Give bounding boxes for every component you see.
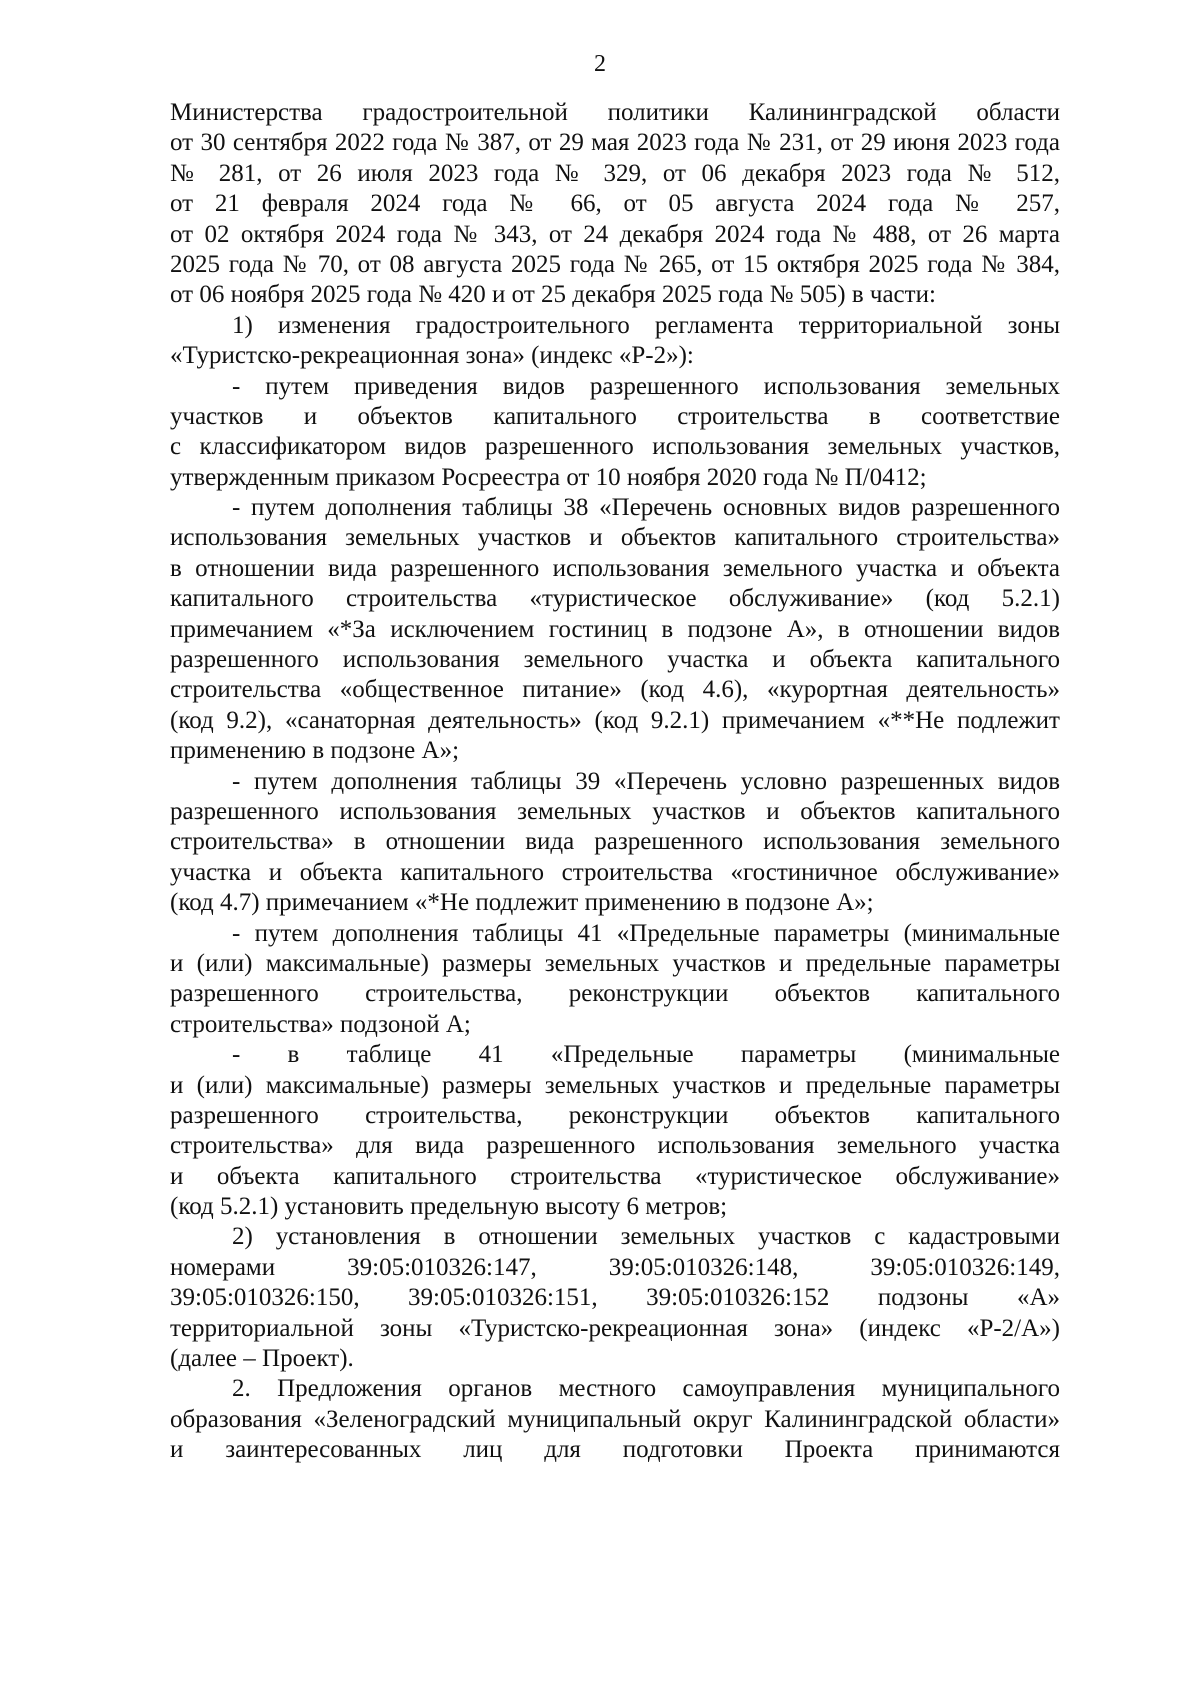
text-line: участков и объектов капитального строительства в соответствие	[170, 402, 1060, 430]
text-line: строительства «общественное питание» (код 4.6), «курортная деятельность»	[170, 676, 1060, 704]
text-line: утвержденным приказом Росреестра от 10 ноября 2020 года № П/0412;	[170, 463, 927, 491]
text-line: (далее – Проект).	[170, 1345, 354, 1373]
text-line: с классификатором видов разрешенного использования земельных участков,	[170, 433, 1060, 461]
text-line: разрешенного строительства, реконструкции объектов капитального	[170, 1101, 1060, 1129]
text-line: (код 5.2.1) установить предельную высоту 6 метров;	[170, 1193, 728, 1221]
text-line: (код 4.7) примечанием «*Не подлежит применению в подзоне А»;	[170, 889, 874, 917]
text-line: - путем дополнения таблицы 41 «Предельные параметры (минимальные	[232, 919, 1060, 947]
text-line: «Туристско-рекреационная зона» (индекс «Р-2»):	[170, 342, 694, 370]
text-line: разрешенного использования земельных участков и объектов капитального	[170, 797, 1060, 825]
text-line: и (или) максимальные) размеры земельных участков и предельные параметры	[170, 949, 1060, 977]
document-body	[170, 98, 1060, 1466]
text-line: и объекта капитального строительства «туристическое обслуживание»	[170, 1162, 1060, 1190]
text-line: от 02 октября 2024 года № 343, от 24 декабря 2024 года № 488, от 26 марта	[170, 220, 1060, 248]
text-line: 2) установления в отношении земельных участков с кадастровыми	[232, 1223, 1060, 1251]
text-line: № 281, от 26 июля 2023 года № 329, от 06 декабря 2023 года № 512,	[170, 159, 1060, 187]
text-line: и (или) максимальные) размеры земельных участков и предельные параметры	[170, 1071, 1060, 1099]
text-line: 1) изменения градостроительного регламента территориальной зоны	[232, 311, 1060, 339]
text-line: разрешенного использования земельного участка и объекта капитального	[170, 646, 1060, 674]
text-line: разрешенного строительства, реконструкции объектов капитального	[170, 980, 1060, 1008]
text-line: номерами 39:05:010326:147, 39:05:010326:148, 39:05:010326:149,	[170, 1253, 1060, 1281]
text-line: строительства» для вида разрешенного использования земельного участка	[170, 1132, 1060, 1160]
text-line: примечанием «*За исключением гостиниц в подзоне А», в отношении видов	[170, 615, 1060, 643]
text-line: 2025 года № 70, от 08 августа 2025 года № 265, от 15 октября 2025 года № 384,	[170, 250, 1060, 278]
text-line: 2. Предложения органов местного самоуправления муниципального	[232, 1375, 1060, 1403]
text-line: образования «Зеленоградский муниципальный округ Калининградской области»	[170, 1405, 1060, 1433]
text-line: - в таблице 41 «Предельные параметры (минимальные	[232, 1041, 1060, 1069]
text-line: от 21 февраля 2024 года № 66, от 05 августа 2024 года № 257,	[170, 190, 1060, 218]
text-line: от 06 ноября 2025 года № 420 и от 25 декабря 2025 года № 505) в части:	[170, 281, 936, 309]
text-line: от 30 сентября 2022 года № 387, от 29 мая 2023 года № 231, от 29 июня 2023 года	[170, 129, 1060, 157]
text-line: - путем дополнения таблицы 39 «Перечень условно разрешенных видов	[232, 767, 1060, 795]
text-line: - путем приведения видов разрешенного использования земельных	[232, 372, 1060, 400]
text-line: участка и объекта капитального строительства «гостиничное обслуживание»	[170, 858, 1060, 886]
text-line: использования земельных участков и объектов капитального строительства»	[170, 524, 1060, 552]
text-line: строительства» подзоной А;	[170, 1010, 471, 1038]
text-line: (код 9.2), «санаторная деятельность» (код 9.2.1) примечанием «**Не подлежит	[170, 706, 1060, 734]
text-line: в отношении вида разрешенного использования земельного участка и объекта	[170, 554, 1060, 582]
text-line: капитального строительства «туристическое обслуживание» (код 5.2.1)	[170, 585, 1060, 613]
text-line: 39:05:010326:150, 39:05:010326:151, 39:05:010326:152 подзоны «А»	[170, 1284, 1060, 1312]
text-line: применению в подзоне А»;	[170, 737, 460, 765]
text-line: территориальной зоны «Туристско-рекреационная зона» (индекс «Р-2/А»)	[170, 1314, 1060, 1342]
text-line: - путем дополнения таблицы 38 «Перечень основных видов разрешенного	[232, 494, 1060, 522]
text-line: и заинтересованных лиц для подготовки Проекта принимаются	[170, 1436, 1060, 1464]
page-number: 2	[594, 51, 606, 77]
text-line: Министерства градостроительной политики Калининградской области	[170, 99, 1060, 126]
text-line: строительства» в отношении вида разрешенного использования земельного	[170, 828, 1060, 856]
